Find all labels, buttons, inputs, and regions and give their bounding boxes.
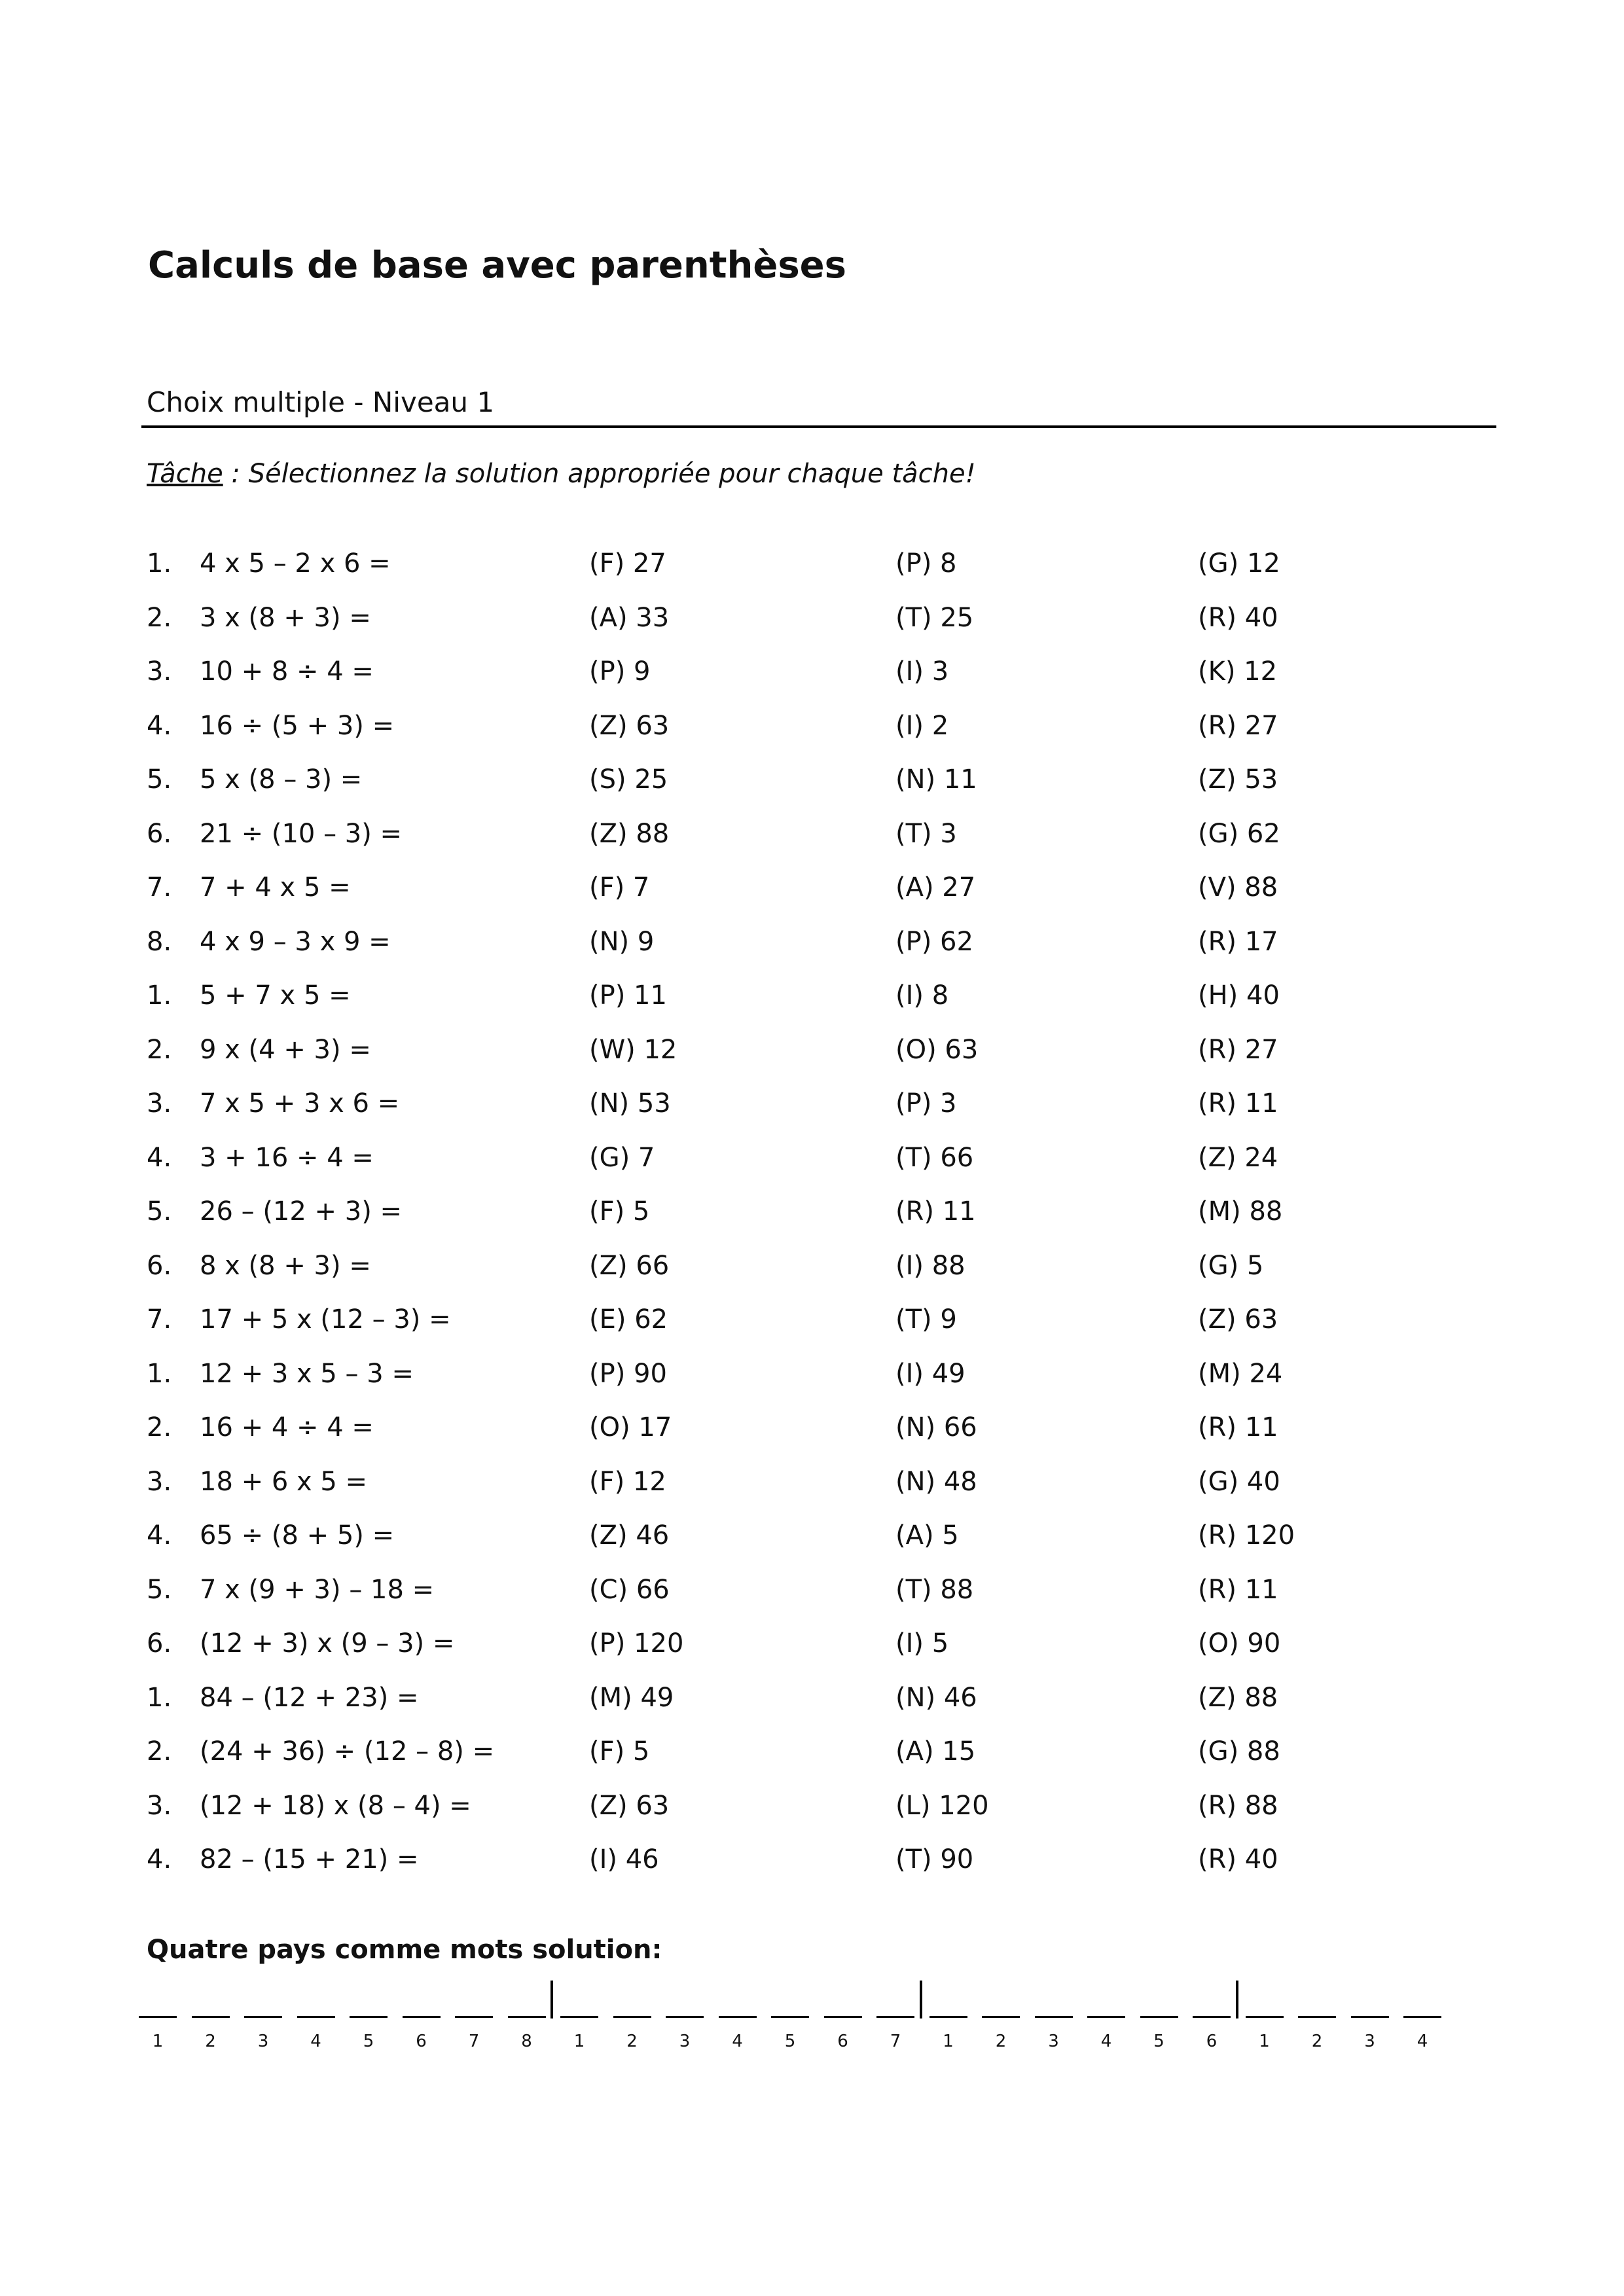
blank-number: 1 xyxy=(943,2032,954,2051)
problem-number: 4. xyxy=(147,1142,172,1173)
answer-option[interactable]: (R) 11 xyxy=(1198,1574,1278,1605)
blank-number: 2 xyxy=(995,2032,1007,2051)
answer-option[interactable]: (R) 27 xyxy=(1198,710,1278,741)
answer-option[interactable]: (S) 25 xyxy=(589,764,668,795)
answer-blank[interactable] xyxy=(771,2016,809,2018)
blank-number: 2 xyxy=(1311,2032,1323,2051)
problem-row xyxy=(0,595,1624,641)
problem-row xyxy=(0,1081,1624,1126)
problem-number: 1. xyxy=(147,980,172,1011)
answer-option[interactable]: (N) 48 xyxy=(895,1466,977,1497)
answer-option[interactable]: (F) 7 xyxy=(589,872,650,903)
answer-option[interactable]: (R) 11 xyxy=(895,1196,976,1227)
answer-option[interactable]: (O) 63 xyxy=(895,1034,979,1065)
answer-option[interactable]: (F) 5 xyxy=(589,1736,650,1767)
problem-number: 3. xyxy=(147,1790,172,1821)
problem-row xyxy=(0,1567,1624,1613)
answer-option[interactable]: (P) 120 xyxy=(589,1628,684,1659)
blank-number: 6 xyxy=(1206,2032,1218,2051)
problem-number: 3. xyxy=(147,1466,172,1497)
task-instruction xyxy=(147,458,976,490)
blank-number: 5 xyxy=(784,2032,796,2051)
blank-number: 2 xyxy=(626,2032,638,2051)
problem-number: 7. xyxy=(147,872,172,903)
answer-option[interactable]: (G) 40 xyxy=(1198,1466,1280,1497)
answer-option[interactable]: (G) 12 xyxy=(1198,548,1280,579)
problem-number: 7. xyxy=(147,1304,172,1335)
answer-option[interactable]: (R) 11 xyxy=(1198,1412,1278,1443)
answer-option[interactable]: (A) 27 xyxy=(895,872,976,903)
answer-option[interactable]: (O) 17 xyxy=(589,1412,672,1443)
problem-expression: 7 x 5 + 3 x 6 = xyxy=(200,1088,400,1119)
problem-expression: 5 x (8 – 3) = xyxy=(200,764,363,795)
answer-option[interactable]: (F) 27 xyxy=(589,548,666,579)
problem-row xyxy=(0,703,1624,749)
answer-option[interactable]: (Z) 88 xyxy=(1198,1682,1278,1713)
blank-number: 1 xyxy=(1259,2032,1270,2051)
answer-option[interactable]: (H) 40 xyxy=(1198,980,1280,1011)
problem-expression: 17 + 5 x (12 – 3) = xyxy=(200,1304,451,1335)
task-label: Tâche xyxy=(147,459,223,489)
problem-expression: 16 ÷ (5 + 3) = xyxy=(200,710,395,741)
answer-blank[interactable] xyxy=(613,2016,651,2018)
answer-option[interactable]: (M) 24 xyxy=(1198,1358,1283,1389)
blank-number: 4 xyxy=(310,2032,321,2051)
problem-expression: 26 – (12 + 3) = xyxy=(200,1196,403,1227)
answer-blank[interactable] xyxy=(560,2016,598,2018)
answer-option[interactable]: (P) 3 xyxy=(895,1088,957,1119)
answer-option[interactable]: (Z) 53 xyxy=(1198,764,1278,795)
problem-number: 1. xyxy=(147,1682,172,1713)
blank-number: 3 xyxy=(257,2032,269,2051)
problem-row xyxy=(0,1135,1624,1181)
answer-option[interactable]: (R) 40 xyxy=(1198,602,1278,633)
problem-number: 6. xyxy=(147,818,172,849)
answer-blank[interactable] xyxy=(139,2016,177,2018)
answer-option[interactable]: (R) 40 xyxy=(1198,1844,1278,1874)
problem-number: 4. xyxy=(147,1520,172,1551)
blank-number: 7 xyxy=(468,2032,480,2051)
blank-number: 1 xyxy=(152,2032,164,2051)
answer-option[interactable]: (C) 66 xyxy=(589,1574,670,1605)
problem-expression: 5 + 7 x 5 = xyxy=(200,980,351,1011)
answer-option[interactable]: (A) 15 xyxy=(895,1736,976,1767)
problem-row xyxy=(0,973,1624,1018)
answer-option[interactable]: (T) 88 xyxy=(895,1574,974,1605)
problem-number: 4. xyxy=(147,710,172,741)
answer-blank[interactable] xyxy=(297,2016,335,2018)
problem-number: 1. xyxy=(147,1358,172,1389)
answer-option[interactable]: (P) 11 xyxy=(589,980,667,1011)
problem-number: 5. xyxy=(147,1574,172,1605)
answer-blank[interactable] xyxy=(1035,2016,1073,2018)
answer-option[interactable]: (M) 49 xyxy=(589,1682,674,1713)
solution-heading: Quatre pays comme mots solution: xyxy=(147,1935,662,1965)
answer-option[interactable]: (G) 5 xyxy=(1198,1250,1264,1281)
problem-row xyxy=(0,1027,1624,1073)
answer-option[interactable]: (G) 7 xyxy=(589,1142,655,1173)
problem-expression: 18 + 6 x 5 = xyxy=(200,1466,368,1497)
answer-option[interactable]: (N) 46 xyxy=(895,1682,977,1713)
blank-number: 7 xyxy=(890,2032,901,2051)
answer-option[interactable]: (I) 5 xyxy=(895,1628,949,1659)
problem-number: 4. xyxy=(147,1844,172,1874)
answer-blank[interactable] xyxy=(1298,2016,1336,2018)
answer-option[interactable]: (R) 11 xyxy=(1198,1088,1278,1119)
problem-expression: 8 x (8 + 3) = xyxy=(200,1250,371,1281)
problem-row xyxy=(0,649,1624,694)
answer-option[interactable]: (Z) 63 xyxy=(589,1790,670,1821)
answer-option[interactable]: (I) 46 xyxy=(589,1844,659,1874)
problem-expression: 65 ÷ (8 + 5) = xyxy=(200,1520,395,1551)
problem-number: 3. xyxy=(147,1088,172,1119)
blank-number: 2 xyxy=(205,2032,216,2051)
answer-blank[interactable] xyxy=(350,2016,388,2018)
answer-blank[interactable] xyxy=(1140,2016,1178,2018)
problem-expression: 7 x (9 + 3) – 18 = xyxy=(200,1574,435,1605)
problem-expression: 7 + 4 x 5 = xyxy=(200,872,351,903)
problem-number: 2. xyxy=(147,1034,172,1065)
problem-expression: 3 + 16 ÷ 4 = xyxy=(200,1142,374,1173)
problem-number: 8. xyxy=(147,926,172,957)
problem-row xyxy=(0,919,1624,965)
answer-blank[interactable] xyxy=(876,2016,914,2018)
answer-blank[interactable] xyxy=(719,2016,757,2018)
problem-number: 5. xyxy=(147,764,172,795)
problem-expression: 84 – (12 + 23) = xyxy=(200,1682,419,1713)
answer-option[interactable]: (P) 8 xyxy=(895,548,957,579)
problem-number: 2. xyxy=(147,1736,172,1767)
answer-blank[interactable] xyxy=(455,2016,493,2018)
answer-blank[interactable] xyxy=(1193,2016,1231,2018)
problem-row xyxy=(0,1243,1624,1289)
answer-option[interactable]: (G) 62 xyxy=(1198,818,1280,849)
answer-option[interactable]: (I) 49 xyxy=(895,1358,965,1389)
blank-number: 3 xyxy=(1364,2032,1375,2051)
answer-option[interactable]: (E) 62 xyxy=(589,1304,668,1335)
answer-option[interactable]: (N) 66 xyxy=(895,1412,977,1443)
answer-option[interactable]: (K) 12 xyxy=(1198,656,1278,687)
problem-expression: 3 x (8 + 3) = xyxy=(200,602,371,633)
problem-row xyxy=(0,1675,1624,1721)
answer-option[interactable]: (T) 3 xyxy=(895,818,957,849)
problem-row xyxy=(0,1351,1624,1397)
problem-number: 2. xyxy=(147,1412,172,1443)
problem-expression: (12 + 18) x (8 – 4) = xyxy=(200,1790,471,1821)
problem-expression: 12 + 3 x 5 – 3 = xyxy=(200,1358,414,1389)
blank-number: 8 xyxy=(521,2032,532,2051)
problem-row xyxy=(0,1513,1624,1558)
problem-expression: 16 + 4 ÷ 4 = xyxy=(200,1412,374,1443)
answer-option[interactable]: (A) 5 xyxy=(895,1520,959,1551)
answer-option[interactable]: (N) 9 xyxy=(589,926,655,957)
answer-option[interactable]: (Z) 24 xyxy=(1198,1142,1278,1173)
answer-option[interactable]: (R) 27 xyxy=(1198,1034,1278,1065)
answer-option[interactable]: (I) 8 xyxy=(895,980,949,1011)
problem-expression: 10 + 8 ÷ 4 = xyxy=(200,656,374,687)
problem-expression: 82 – (15 + 21) = xyxy=(200,1844,419,1874)
answer-blank[interactable] xyxy=(244,2016,282,2018)
answer-option[interactable]: (R) 17 xyxy=(1198,926,1278,957)
problem-number: 5. xyxy=(147,1196,172,1227)
answer-blank[interactable] xyxy=(666,2016,704,2018)
problem-row xyxy=(0,1621,1624,1666)
blank-number: 4 xyxy=(1100,2032,1112,2051)
problem-row xyxy=(0,865,1624,910)
solution-blanks xyxy=(0,1977,1624,2062)
answer-blank[interactable] xyxy=(982,2016,1020,2018)
answer-blank[interactable] xyxy=(192,2016,230,2018)
answer-blank[interactable] xyxy=(508,2016,546,2018)
answer-blank[interactable] xyxy=(1403,2016,1441,2018)
answer-option[interactable]: (V) 88 xyxy=(1198,872,1278,903)
header-divider xyxy=(141,425,1496,428)
problem-number: 3. xyxy=(147,656,172,687)
blank-number: 5 xyxy=(1153,2032,1164,2051)
answer-option[interactable]: (Z) 66 xyxy=(589,1250,670,1281)
word-separator xyxy=(920,1981,922,2018)
answer-option[interactable]: (Z) 63 xyxy=(1198,1304,1278,1335)
answer-option[interactable]: (A) 33 xyxy=(589,602,670,633)
answer-option[interactable]: (Z) 63 xyxy=(589,710,670,741)
problem-row xyxy=(0,757,1624,802)
answer-option[interactable]: (Z) 88 xyxy=(589,818,670,849)
answer-option[interactable]: (I) 3 xyxy=(895,656,949,687)
problem-row xyxy=(0,1729,1624,1774)
problem-expression: (12 + 3) x (9 – 3) = xyxy=(200,1628,455,1659)
blank-number: 3 xyxy=(679,2032,691,2051)
answer-option[interactable]: (P) 62 xyxy=(895,926,973,957)
answer-option[interactable]: (R) 88 xyxy=(1198,1790,1278,1821)
task-text: : Sélectionnez la solution appropriée pour chaque tâche! xyxy=(223,459,976,489)
answer-blank[interactable] xyxy=(929,2016,967,2018)
page-title: Calculs de base avec parenthèses xyxy=(148,244,846,287)
answer-option[interactable]: (M) 88 xyxy=(1198,1196,1283,1227)
problem-expression: 21 ÷ (10 – 3) = xyxy=(200,818,403,849)
problem-expression: 4 x 5 – 2 x 6 = xyxy=(200,548,391,579)
answer-option[interactable]: (P) 90 xyxy=(589,1358,667,1389)
answer-option[interactable]: (T) 66 xyxy=(895,1142,974,1173)
answer-option[interactable]: (R) 120 xyxy=(1198,1520,1295,1551)
answer-option[interactable]: (I) 88 xyxy=(895,1250,965,1281)
answer-option[interactable]: (Z) 46 xyxy=(589,1520,670,1551)
answer-option[interactable]: (W) 12 xyxy=(589,1034,677,1065)
problem-number: 6. xyxy=(147,1250,172,1281)
problem-row xyxy=(0,811,1624,857)
blank-number: 5 xyxy=(363,2032,374,2051)
answer-blank[interactable] xyxy=(1351,2016,1389,2018)
blank-number: 1 xyxy=(573,2032,585,2051)
problem-number: 6. xyxy=(147,1628,172,1659)
answer-option[interactable]: (G) 88 xyxy=(1198,1736,1280,1767)
blank-number: 4 xyxy=(1416,2032,1428,2051)
answer-blank[interactable] xyxy=(1087,2016,1125,2018)
problem-number: 2. xyxy=(147,602,172,633)
problem-number: 1. xyxy=(147,548,172,579)
blank-number: 6 xyxy=(837,2032,848,2051)
subtitle: Choix multiple - Niveau 1 xyxy=(147,386,495,418)
answer-option[interactable]: (F) 12 xyxy=(589,1466,666,1497)
answer-blank[interactable] xyxy=(824,2016,862,2018)
answer-option[interactable]: (T) 90 xyxy=(895,1844,974,1874)
problem-row xyxy=(0,1459,1624,1505)
problem-row xyxy=(0,1783,1624,1829)
problem-row xyxy=(0,1405,1624,1450)
answer-option[interactable]: (N) 11 xyxy=(895,764,977,795)
answer-blank[interactable] xyxy=(1246,2016,1284,2018)
answer-option[interactable]: (N) 53 xyxy=(589,1088,671,1119)
answer-option[interactable]: (O) 90 xyxy=(1198,1628,1281,1659)
blank-number: 6 xyxy=(416,2032,427,2051)
answer-option[interactable]: (T) 25 xyxy=(895,602,974,633)
answer-option[interactable]: (L) 120 xyxy=(895,1790,989,1821)
blank-number: 3 xyxy=(1048,2032,1059,2051)
problem-expression: 9 x (4 + 3) = xyxy=(200,1034,371,1065)
problem-row xyxy=(0,1189,1624,1234)
answer-option[interactable]: (T) 9 xyxy=(895,1304,957,1335)
blank-number: 4 xyxy=(732,2032,743,2051)
answer-option[interactable]: (P) 9 xyxy=(589,656,651,687)
problem-row xyxy=(0,541,1624,586)
answer-blank[interactable] xyxy=(403,2016,441,2018)
problem-row xyxy=(0,1297,1624,1342)
problem-expression: 4 x 9 – 3 x 9 = xyxy=(200,926,391,957)
word-separator xyxy=(1236,1981,1238,2018)
answer-option[interactable]: (I) 2 xyxy=(895,710,949,741)
problem-expression: (24 + 36) ÷ (12 – 8) = xyxy=(200,1736,495,1767)
problem-row xyxy=(0,1837,1624,1882)
word-separator xyxy=(550,1981,553,2018)
answer-option[interactable]: (F) 5 xyxy=(589,1196,650,1227)
